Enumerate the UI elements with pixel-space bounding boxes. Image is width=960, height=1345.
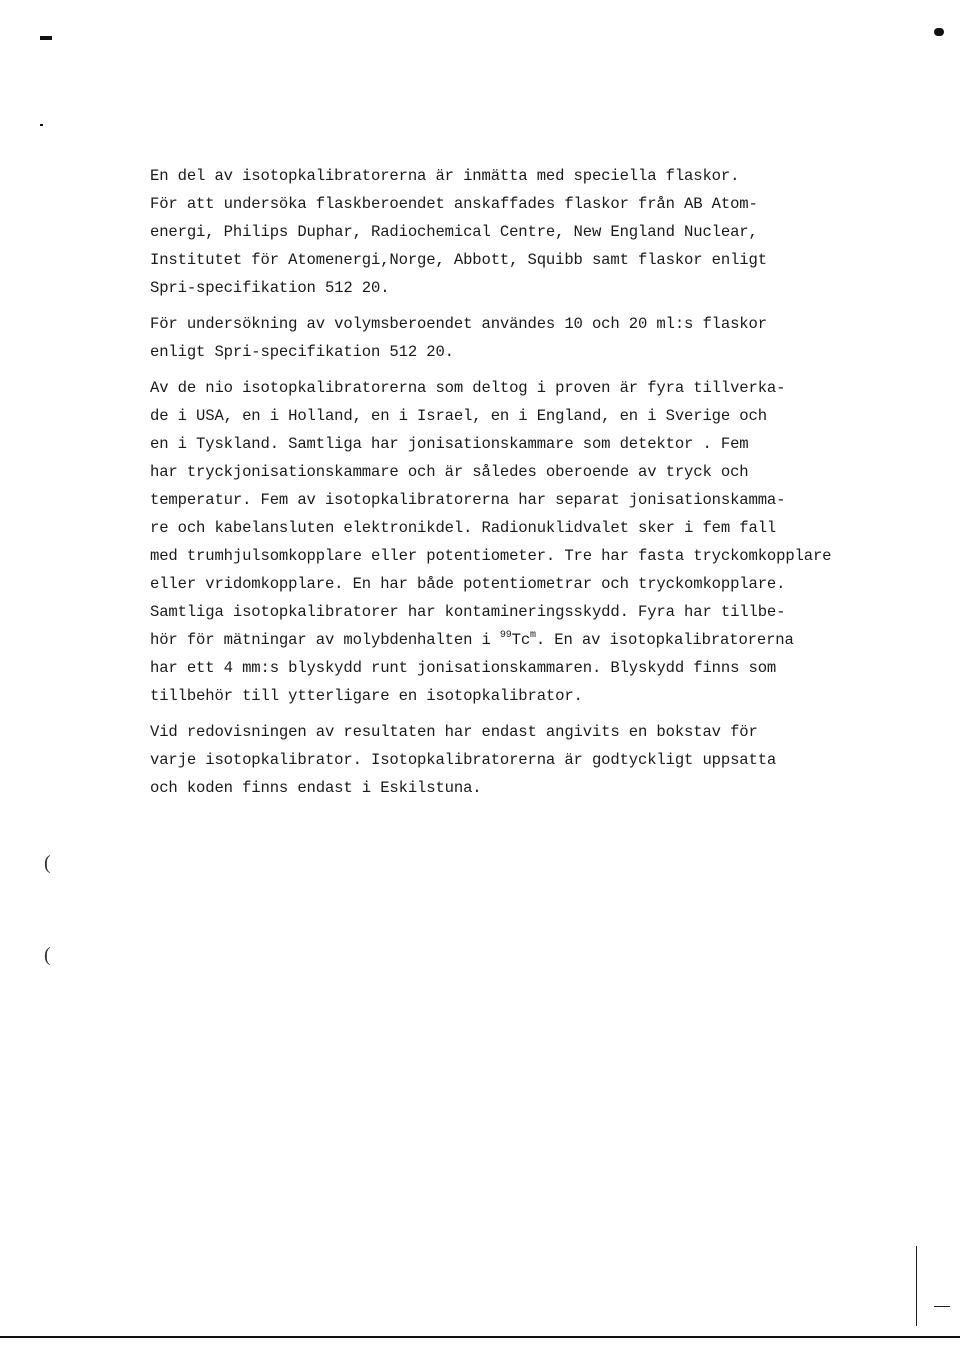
text-line: För att undersöka flaskberoendet anskaffades flaskor från AB Atom-: [150, 195, 758, 213]
binder-hole-mark: (: [44, 852, 51, 874]
scan-mark-left: [40, 124, 43, 126]
text-line: har tryckjonisationskammare och är således oberoende av tryck och: [150, 463, 749, 481]
metastable-superscript: m: [530, 629, 536, 641]
text-line: Vid redovisningen av resultaten har endast angivits en bokstav för: [150, 723, 758, 741]
text-line: med trumhjulsomkopplare eller potentiometer. Tre har fasta tryckomkopplare: [150, 547, 832, 565]
text-line: Av de nio isotopkalibratorerna som deltog i proven är fyra tillverka-: [150, 379, 786, 397]
binder-hole-mark: (: [44, 944, 51, 966]
text-line: enligt Spri-specifikation 512 20.: [150, 343, 454, 361]
scan-mark-top-left: [40, 36, 52, 40]
text-line: eller vridomkopplare. En har både potentiometrar och tryckomkopplare.: [150, 575, 786, 593]
document-body: [150, 162, 895, 810]
scan-mark-top-right: [934, 28, 944, 36]
bottom-page-edge: [0, 1336, 960, 1338]
text-line: Samtliga isotopkalibratorer har kontamineringsskydd. Fyra har tillbe-: [150, 603, 786, 621]
text-line: och koden finns endast i Eskilstuna.: [150, 779, 482, 797]
text-line: energi, Philips Duphar, Radiochemical Centre, New England Nuclear,: [150, 223, 758, 241]
paragraph-4: [150, 718, 895, 802]
text-line: En del av isotopkalibratorerna är inmätta med speciella flaskor.: [150, 167, 740, 185]
text-line: Spri-specifikation 512 20.: [150, 279, 390, 297]
text-line: har ett 4 mm:s blyskydd runt jonisationskammaren. Blyskydd finns som: [150, 659, 777, 677]
text-line-with-isotope: [150, 626, 895, 654]
scan-edge-line: [934, 1306, 950, 1307]
paragraph-1: [150, 162, 895, 302]
text-line: re och kabelansluten elektronikdel. Radionuklidvalet sker i fem fall: [150, 519, 777, 537]
text-line: tillbehör till ytterligare en isotopkalibrator.: [150, 687, 583, 705]
scan-edge-line: [916, 1246, 917, 1326]
text-line: varje isotopkalibrator. Isotopkalibratorerna är godtyckligt uppsatta: [150, 751, 777, 769]
paragraph-2: [150, 310, 895, 366]
text-segment: hör för mätningar av molybdenhalten i: [150, 631, 500, 649]
text-line: de i USA, en i Holland, en i Israel, en i England, en i Sverige och: [150, 407, 767, 425]
text-line: en i Tyskland. Samtliga har jonisationskammare som detektor . Fem: [150, 435, 749, 453]
text-line: För undersökning av volymsberoendet användes 10 och 20 ml:s flaskor: [150, 315, 767, 333]
paragraph-3: [150, 374, 895, 710]
element-symbol: Tc: [511, 631, 531, 649]
text-line: temperatur. Fem av isotopkalibratorerna har separat jonisationskamma-: [150, 491, 786, 509]
text-line: Institutet för Atomenergi,Norge, Abbott, Squibb samt flaskor enligt: [150, 251, 767, 269]
text-segment: . En av isotopkalibratorerna: [535, 631, 794, 649]
mass-number-superscript: 99: [499, 629, 512, 641]
